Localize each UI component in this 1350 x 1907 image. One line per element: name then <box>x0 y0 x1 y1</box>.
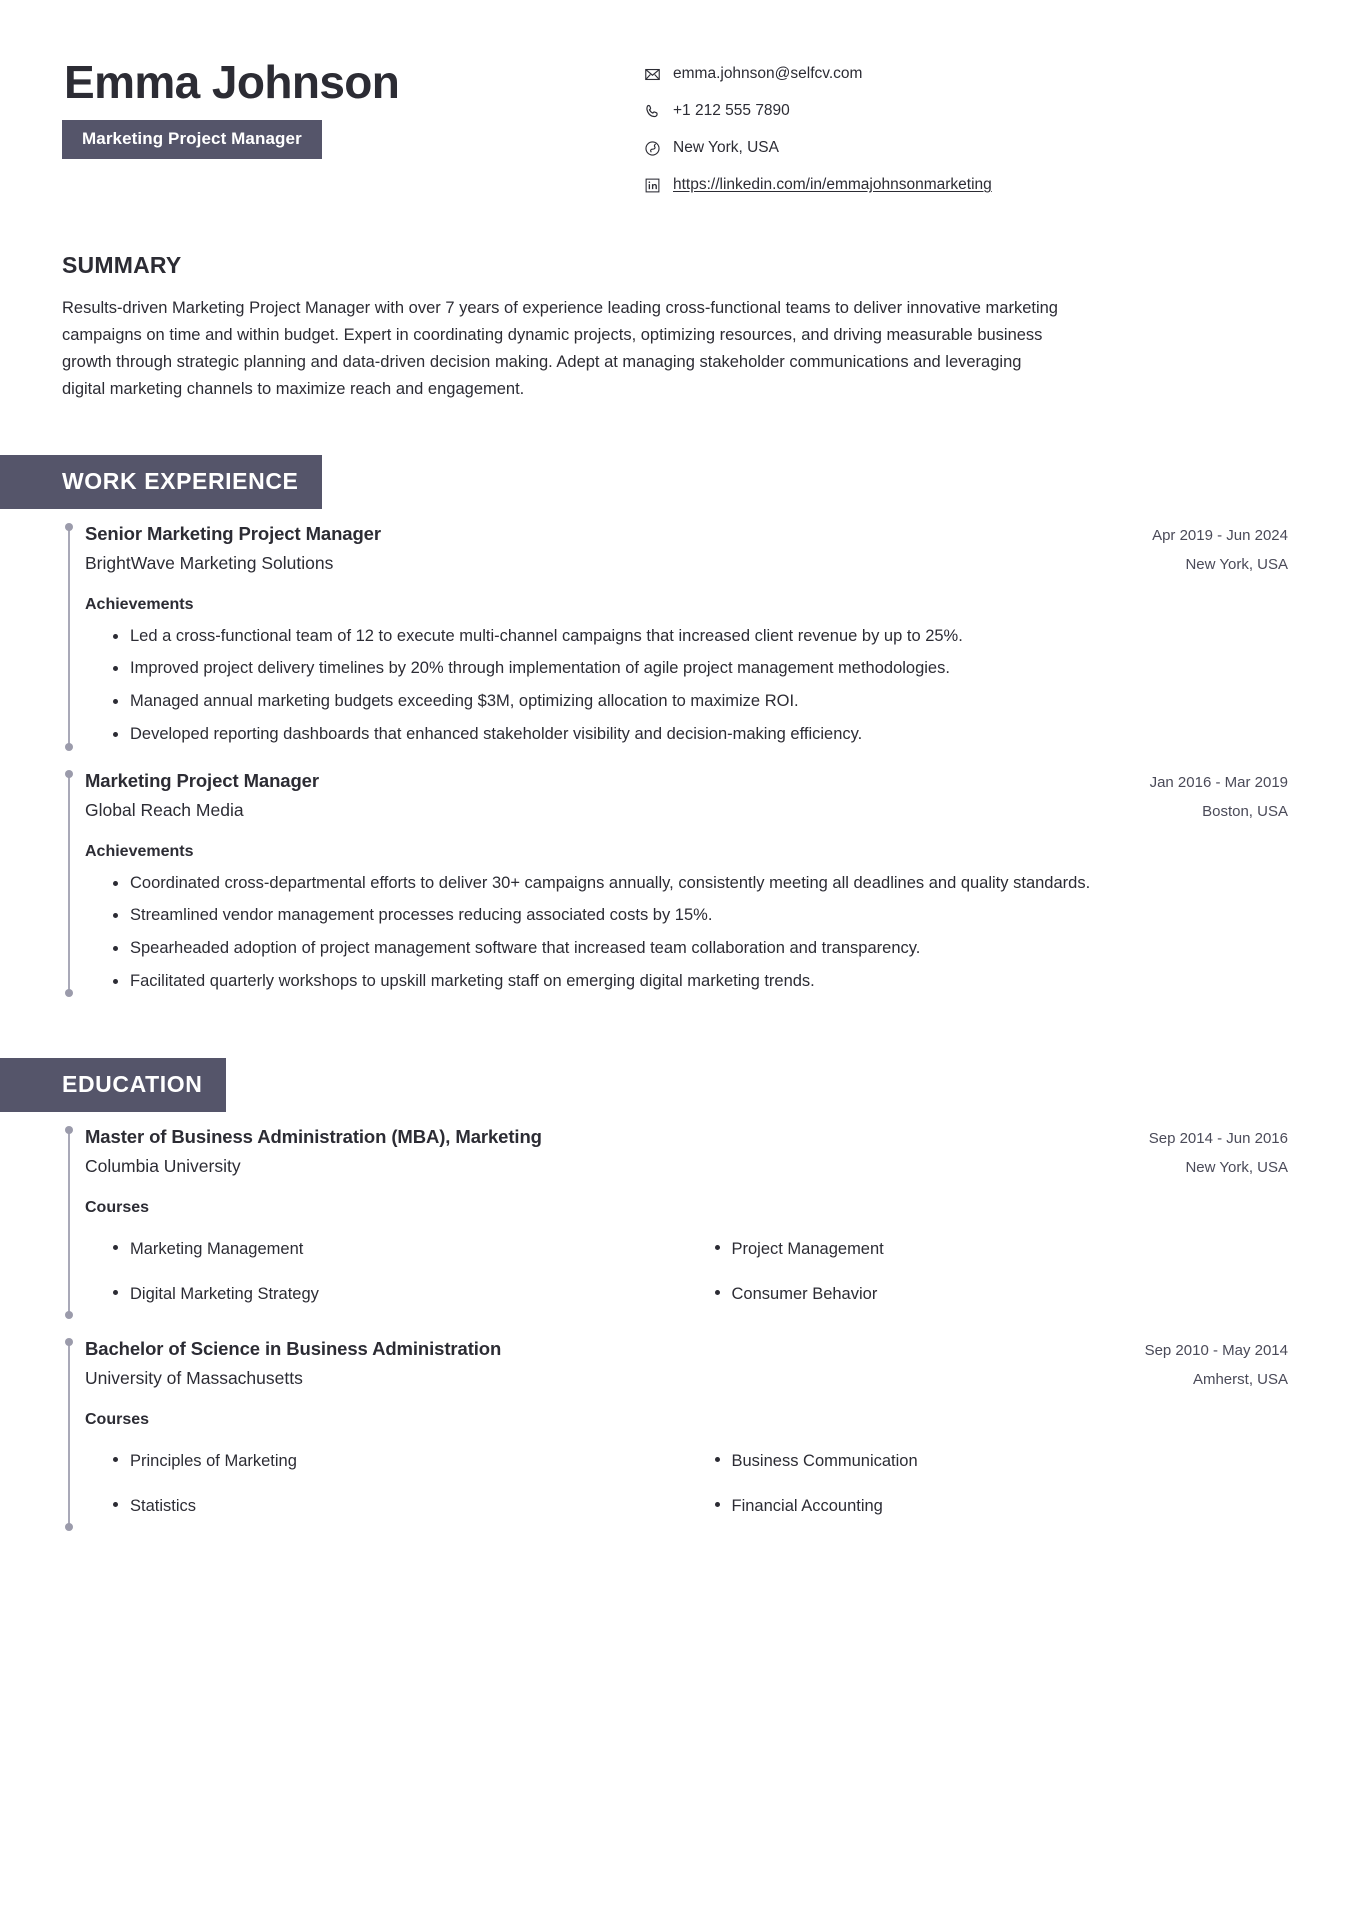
entry-header-left <box>85 1338 1145 1389</box>
timeline-line <box>68 1130 70 1316</box>
timeline-dot <box>65 989 73 997</box>
entry-header-right <box>1149 1126 1288 1176</box>
course-list <box>85 1439 1288 1528</box>
work-banner-wrap <box>0 455 1350 509</box>
entry-header-right <box>1152 523 1288 573</box>
entry-sub-label: Achievements <box>85 842 194 860</box>
contact-row <box>642 99 1288 123</box>
list-item: Statistics <box>85 1484 687 1528</box>
timeline-line <box>68 774 70 995</box>
list-item: Streamlined vendor management processes reducing associated costs by 15%. <box>85 902 1288 929</box>
work-section-heading: WORK EXPERIENCE <box>0 455 322 509</box>
phone-icon <box>642 101 662 121</box>
summary-section <box>0 252 1350 403</box>
list-item: Led a cross-functional team of 12 to execute multi-channel campaigns that increased client revenue by up to 25%. <box>85 623 1288 650</box>
entry-header <box>85 1338 1288 1389</box>
list-item: Improved project delivery timelines by 20% through implementation of agile project management methodologies. <box>85 655 1288 682</box>
contact-value: +1 212 555 7890 <box>673 102 790 120</box>
job-organization: BrightWave Marketing Solutions <box>85 552 334 573</box>
entry-sub-label: Courses <box>85 1411 150 1429</box>
degree-entry <box>62 1324 1288 1536</box>
contact-value: emma.johnson@selfcv.com <box>673 65 863 82</box>
timeline-dot <box>65 743 73 751</box>
job-entry <box>62 756 1288 1003</box>
list-item: Consumer Behavior <box>687 1272 1289 1316</box>
education-banner-wrap <box>0 1058 1350 1112</box>
timeline-dot <box>65 1338 73 1346</box>
job-location: New York, USA <box>1185 555 1288 573</box>
job-title: Marketing Project Manager <box>85 769 319 791</box>
achievement-list <box>85 623 1288 748</box>
contact-value[interactable]: https://linkedin.com/in/emmajohnsonmarketing <box>673 176 992 194</box>
list-item: Coordinated cross-departmental efforts to deliver 30+ campaigns annually, consistently meeting all deadlines and quality standards. <box>85 870 1288 897</box>
entry-header-left <box>85 523 1152 574</box>
header-identity <box>62 52 642 159</box>
degree-date-range: Sep 2010 - May 2014 <box>1144 1342 1288 1360</box>
degree-entry <box>62 1112 1288 1324</box>
job-title: Senior Marketing Project Manager <box>85 522 381 544</box>
list-item: Developed reporting dashboards that enhanced stakeholder visibility and decision-making efficiency. <box>85 721 1288 748</box>
list-item: Project Management <box>687 1227 1289 1271</box>
degree-location: Amherst, USA <box>1192 1371 1288 1389</box>
list-item: Financial Accounting <box>687 1484 1289 1528</box>
globe-icon <box>642 138 662 158</box>
entry-header-left <box>85 1126 1149 1177</box>
contact-list <box>642 52 1288 197</box>
contact-row <box>642 136 1288 160</box>
degree-location: New York, USA <box>1185 1159 1288 1177</box>
entry-header-right <box>1145 1338 1288 1388</box>
entry-header <box>85 1126 1288 1177</box>
timeline-dot <box>65 523 73 531</box>
degree-title: Bachelor of Science in Business Administration <box>85 1338 502 1360</box>
course-list <box>85 1227 1288 1316</box>
degree-organization: University of Massachusetts <box>85 1368 303 1389</box>
entry-header-right <box>1150 770 1288 820</box>
list-item: Facilitated quarterly workshops to upskill marketing staff on emerging digital marketing trends. <box>85 968 1288 995</box>
entry-header <box>85 770 1288 821</box>
list-item: Managed annual marketing budgets exceeding $3M, optimizing allocation to maximize ROI. <box>85 688 1288 715</box>
entry-header-left <box>85 770 1150 821</box>
entry-sub-label: Achievements <box>85 595 194 613</box>
job-organization: Global Reach Media <box>85 799 244 820</box>
job-entry <box>62 509 1288 756</box>
list-item: Digital Marketing Strategy <box>85 1272 687 1316</box>
list-item: Marketing Management <box>85 1227 687 1271</box>
timeline-dot <box>65 1311 73 1319</box>
timeline-dot <box>65 1126 73 1134</box>
page-title: Emma Johnson <box>64 56 400 108</box>
education-entries <box>0 1112 1350 1536</box>
list-item: Spearheaded adoption of project management software that increased team collaboration and transparency. <box>85 935 1288 962</box>
envelope-icon <box>642 64 662 84</box>
summary-text: Results-driven Marketing Project Manager with over 7 years of experience leading cross-functional teams to deliver innovative marketing campaigns on time and within budget. Expert in coordinating dynamic projects, optimizing resources, and driving measurable business growth through strategic planning and data-driven decision making. Adept at managing stakeholder communications and leveraging digital marketing channels to maximize reach and engagement. <box>62 299 1058 398</box>
linkedin-icon <box>642 175 662 195</box>
contact-row[interactable] <box>642 173 1288 197</box>
job-date-range: Apr 2019 - Jun 2024 <box>1152 526 1288 544</box>
timeline-dot <box>65 1523 73 1531</box>
entry-sub-label: Courses <box>85 1199 150 1217</box>
timeline-line <box>68 527 70 748</box>
degree-organization: Columbia University <box>85 1156 241 1177</box>
list-item: Business Communication <box>687 1439 1289 1483</box>
resume-header <box>0 0 1350 197</box>
job-date-range: Jan 2016 - Mar 2019 <box>1149 773 1288 791</box>
timeline-dot <box>65 770 73 778</box>
timeline-line <box>68 1342 70 1528</box>
job-title-badge: Marketing Project Manager <box>62 120 322 159</box>
contact-value: New York, USA <box>673 139 779 157</box>
contact-row <box>642 62 1288 86</box>
degree-title: Master of Business Administration (MBA), Marketing <box>85 1126 542 1148</box>
education-section-heading: EDUCATION <box>0 1058 226 1112</box>
degree-date-range: Sep 2014 - Jun 2016 <box>1148 1130 1288 1148</box>
entry-header <box>85 523 1288 574</box>
achievement-list <box>85 870 1288 995</box>
job-location: Boston, USA <box>1202 802 1288 820</box>
summary-heading: SUMMARY <box>62 252 182 279</box>
list-item: Principles of Marketing <box>85 1439 687 1483</box>
work-entries <box>0 509 1350 1003</box>
